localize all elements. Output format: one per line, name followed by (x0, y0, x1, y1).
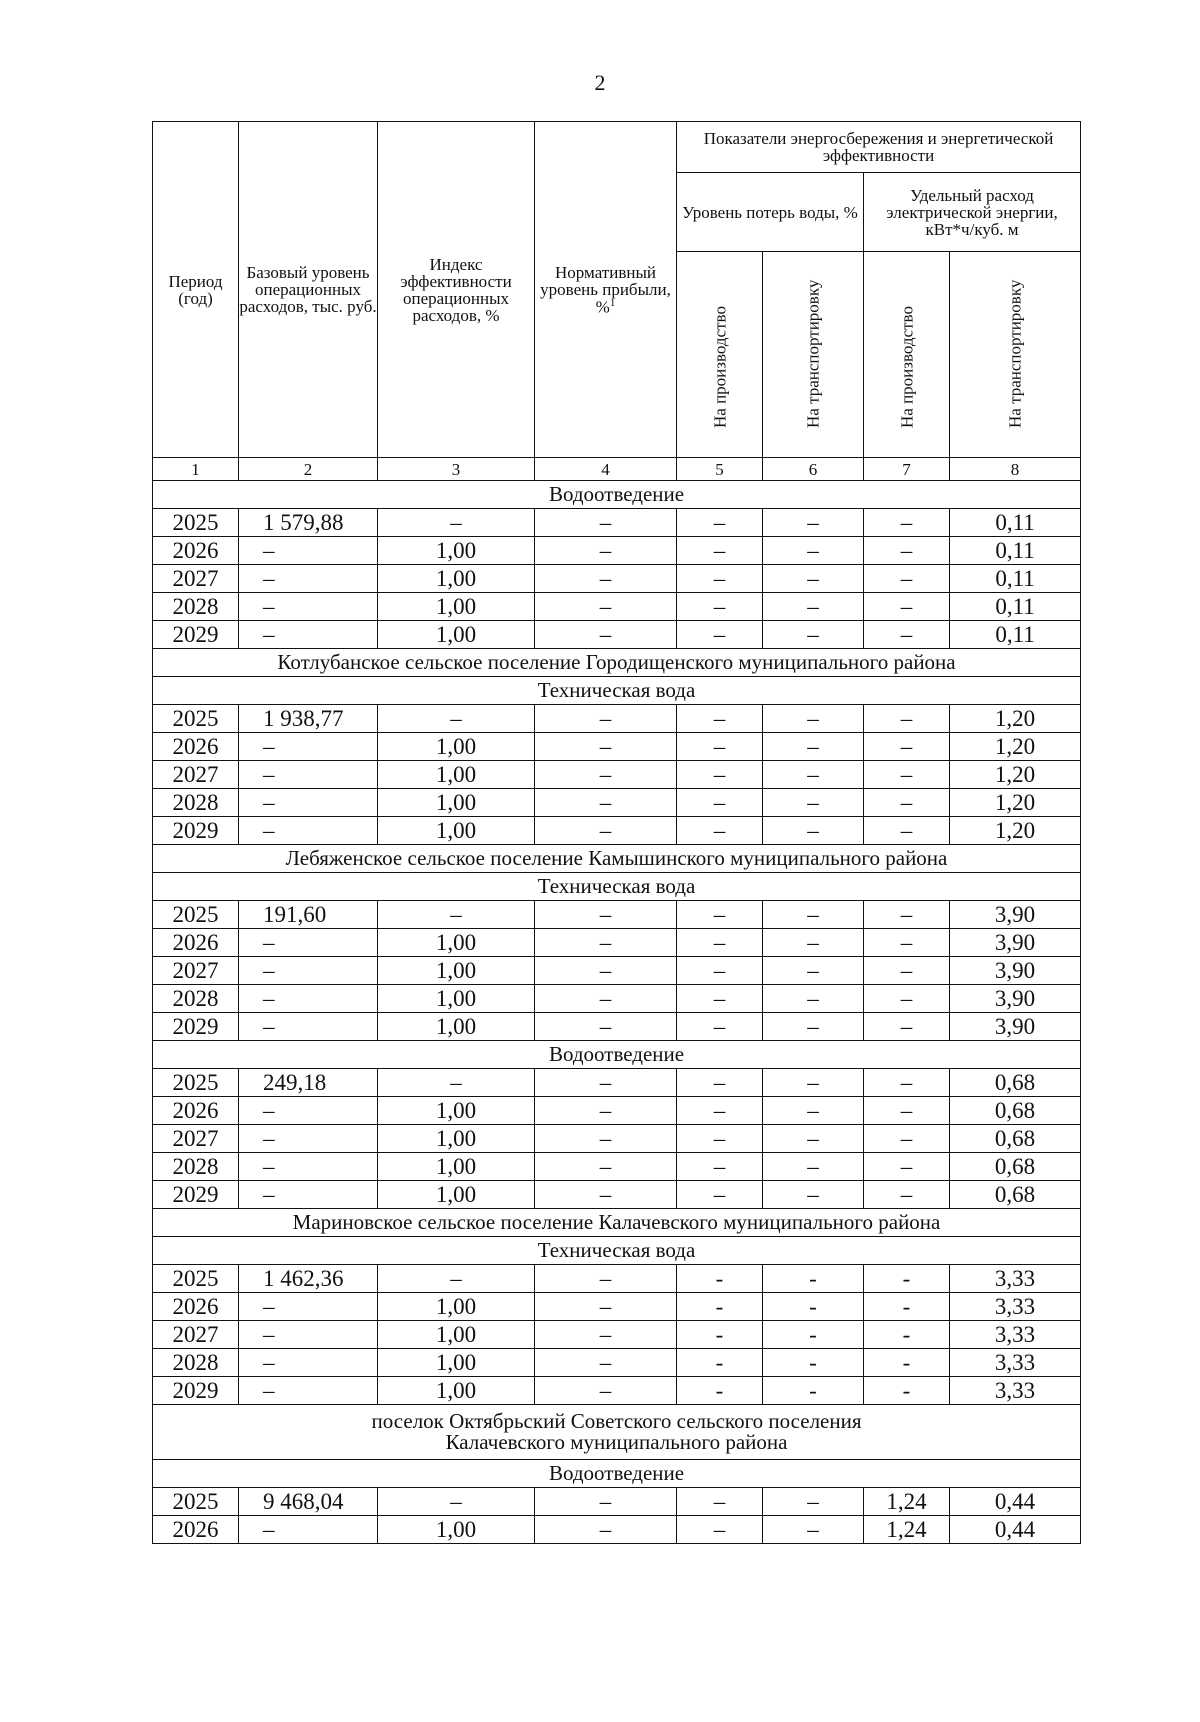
table-cell: – (239, 1097, 378, 1125)
table-cell: – (239, 621, 378, 649)
table-cell: 0,44 (950, 1488, 1081, 1516)
table-cell: 1 579,88 (239, 509, 378, 537)
table-cell: – (535, 985, 677, 1013)
table-cell: 2026 (153, 929, 239, 957)
table-row (153, 593, 1081, 621)
table-cell: – (535, 537, 677, 565)
table-cell: – (677, 985, 763, 1013)
table-cell: – (535, 929, 677, 957)
table-cell: 1 938,77 (239, 705, 378, 733)
table-cell: – (535, 1321, 677, 1349)
table-row (153, 789, 1081, 817)
table-cell: 249,18 (239, 1069, 378, 1097)
table-row (153, 901, 1081, 929)
table-row (153, 929, 1081, 957)
table-row (153, 621, 1081, 649)
service-type-label: Техническая вода (153, 1237, 1081, 1265)
table-cell: – (864, 621, 950, 649)
table-cell: – (535, 1293, 677, 1321)
table-cell: – (378, 901, 535, 929)
table-cell: – (535, 817, 677, 845)
table-cell: – (763, 789, 864, 817)
table-cell: – (864, 761, 950, 789)
table-cell: – (763, 957, 864, 985)
table-cell: – (864, 789, 950, 817)
table-cell: – (677, 761, 763, 789)
table-cell: – (677, 1013, 763, 1041)
column-number: 3 (378, 458, 535, 481)
table-cell: – (763, 509, 864, 537)
table-cell: – (763, 761, 864, 789)
table-cell: – (535, 789, 677, 817)
table-cell: 9 468,04 (239, 1488, 378, 1516)
service-type-label: Техническая вода (153, 873, 1081, 901)
table-row (153, 1349, 1081, 1377)
table-cell: 3,33 (950, 1377, 1081, 1405)
header-profit-level-text: Нормативный уровень прибыли, % (540, 262, 671, 317)
header-c6-text: На транспортировку (803, 279, 823, 428)
settlement-row (153, 845, 1081, 873)
table-cell: – (677, 733, 763, 761)
table-cell: – (864, 1153, 950, 1181)
table-cell: 2029 (153, 817, 239, 845)
table-cell: – (239, 1181, 378, 1209)
table-cell: – (378, 705, 535, 733)
table-cell: – (677, 817, 763, 845)
table-cell: – (239, 1153, 378, 1181)
table-cell: – (239, 1321, 378, 1349)
table-cell: 2026 (153, 1516, 239, 1544)
table-cell: – (677, 537, 763, 565)
table-row (153, 1125, 1081, 1153)
settlement-row (153, 1405, 1081, 1460)
table-cell: 0,11 (950, 593, 1081, 621)
table-cell: 1,00 (378, 565, 535, 593)
header-c8 (950, 252, 1081, 458)
header-c6 (763, 252, 864, 458)
table-cell: – (677, 957, 763, 985)
table-cell: – (535, 621, 677, 649)
table-cell: 0,11 (950, 621, 1081, 649)
table-cell: 1,00 (378, 537, 535, 565)
table-cell: 1,00 (378, 1321, 535, 1349)
table-cell: – (535, 1516, 677, 1544)
table-cell: – (763, 705, 864, 733)
table-cell: – (239, 1293, 378, 1321)
table-cell: 2027 (153, 957, 239, 985)
table-cell: 2025 (153, 1265, 239, 1293)
table-row (153, 1516, 1081, 1544)
service-type-row (153, 873, 1081, 901)
table-cell: – (535, 901, 677, 929)
header-c5 (677, 252, 763, 458)
table-cell: – (535, 1265, 677, 1293)
table-cell: 2027 (153, 1125, 239, 1153)
table-cell: – (864, 565, 950, 593)
table-cell: - (677, 1321, 763, 1349)
table-cell: – (239, 1349, 378, 1377)
table-row (153, 1488, 1081, 1516)
table-cell: 0,68 (950, 1153, 1081, 1181)
table-cell: – (239, 593, 378, 621)
table-cell: – (677, 705, 763, 733)
table-cell: – (763, 817, 864, 845)
table-row (153, 1153, 1081, 1181)
table-cell: - (677, 1349, 763, 1377)
header-c7 (864, 252, 950, 458)
table-cell: 1,00 (378, 733, 535, 761)
table-cell: - (763, 1321, 864, 1349)
table-cell: 3,90 (950, 901, 1081, 929)
table-cell: – (239, 1377, 378, 1405)
table-cell: – (535, 761, 677, 789)
table-cell: 1,20 (950, 761, 1081, 789)
settlement-label: Котлубанское сельское поселение Городищенского муниципального района (153, 649, 1081, 677)
table-cell: – (677, 1488, 763, 1516)
header-c5-text: На производство (710, 306, 729, 428)
table-cell: – (677, 1125, 763, 1153)
table-cell: – (378, 509, 535, 537)
table-row (153, 761, 1081, 789)
service-type-row (153, 1041, 1081, 1069)
table-cell: 3,90 (950, 985, 1081, 1013)
table-cell: 1,00 (378, 1377, 535, 1405)
table-cell: - (864, 1265, 950, 1293)
table-cell: – (763, 1181, 864, 1209)
table-cell: – (677, 565, 763, 593)
settlement-label-line: поселок Октябрьский Советского сельского поселения (371, 1409, 862, 1433)
table-cell: – (763, 593, 864, 621)
table-cell: – (535, 1377, 677, 1405)
table-cell: – (763, 929, 864, 957)
table-cell: – (864, 1097, 950, 1125)
table-cell: 2029 (153, 621, 239, 649)
table-cell: – (677, 1516, 763, 1544)
service-type-label: Водоотведение (153, 1460, 1081, 1488)
table-cell: – (763, 1097, 864, 1125)
settlement-row (153, 1209, 1081, 1237)
table-cell: – (864, 817, 950, 845)
table-cell: - (864, 1377, 950, 1405)
table-cell: – (378, 1265, 535, 1293)
table-row (153, 1097, 1081, 1125)
table-cell: – (535, 733, 677, 761)
table-cell: 3,33 (950, 1349, 1081, 1377)
table-cell: – (763, 1153, 864, 1181)
table-cell: - (763, 1265, 864, 1293)
table-cell: 2027 (153, 1321, 239, 1349)
table-cell: – (535, 1097, 677, 1125)
footnote-marker: 1 (609, 296, 616, 309)
table-cell: – (864, 901, 950, 929)
table-row (153, 1293, 1081, 1321)
table-cell: – (864, 1013, 950, 1041)
table-cell: – (239, 565, 378, 593)
table-cell: 1,00 (378, 817, 535, 845)
table-cell: – (535, 705, 677, 733)
column-number: 6 (763, 458, 864, 481)
table-cell: – (239, 733, 378, 761)
table-cell: – (535, 1069, 677, 1097)
table-cell: – (535, 957, 677, 985)
table-row (153, 985, 1081, 1013)
table-cell: – (763, 537, 864, 565)
service-type-row (153, 677, 1081, 705)
table-cell: – (535, 1153, 677, 1181)
header-period: Период (год) (153, 122, 239, 458)
table-cell: 191,60 (239, 901, 378, 929)
table-cell: – (239, 789, 378, 817)
table-cell: 2025 (153, 1069, 239, 1097)
table-cell: 2029 (153, 1013, 239, 1041)
table-cell: 1,00 (378, 1153, 535, 1181)
table-cell: – (239, 929, 378, 957)
table-cell: 1,00 (378, 1293, 535, 1321)
table-cell: – (239, 1125, 378, 1153)
table-row (153, 1265, 1081, 1293)
column-numbers-row (153, 458, 1081, 481)
table-cell: 2028 (153, 789, 239, 817)
table-cell: 1,00 (378, 593, 535, 621)
table-cell: – (864, 929, 950, 957)
table-cell: - (677, 1293, 763, 1321)
table-cell: 2025 (153, 509, 239, 537)
table-cell: - (864, 1321, 950, 1349)
table-cell: 1,00 (378, 1516, 535, 1544)
table-cell: 1,00 (378, 1181, 535, 1209)
table-cell: – (239, 985, 378, 1013)
table-cell: 2027 (153, 565, 239, 593)
header-c8-text: На транспортировку (1005, 279, 1025, 428)
table-cell: – (535, 509, 677, 537)
table-cell: 1,00 (378, 1013, 535, 1041)
column-number: 4 (535, 458, 677, 481)
table-cell: – (763, 901, 864, 929)
table-cell: – (677, 509, 763, 537)
table-cell: – (535, 1181, 677, 1209)
table-cell: - (864, 1293, 950, 1321)
table-cell: 0,68 (950, 1125, 1081, 1153)
table-cell: 3,90 (950, 957, 1081, 985)
table-cell: – (763, 1125, 864, 1153)
table-row (153, 509, 1081, 537)
table-row (153, 1069, 1081, 1097)
header-efficiency-index: Индекс эффективности операционных расходов, % (378, 122, 535, 458)
table-cell: – (677, 901, 763, 929)
table-cell: – (864, 593, 950, 621)
table-cell: 1,00 (378, 1349, 535, 1377)
table-cell: - (677, 1377, 763, 1405)
settlement-label: Лебяженское сельское поселение Камышинского муниципального района (153, 845, 1081, 873)
table-cell: 3,90 (950, 929, 1081, 957)
table-cell: - (763, 1377, 864, 1405)
page-number: 2 (594, 70, 606, 95)
table-cell: – (239, 817, 378, 845)
table-cell: – (239, 761, 378, 789)
table-cell: – (864, 985, 950, 1013)
tariff-table (152, 121, 1081, 1544)
table-cell: 2028 (153, 1349, 239, 1377)
table-cell: – (864, 509, 950, 537)
table-cell: – (378, 1488, 535, 1516)
table-row (153, 817, 1081, 845)
table-cell: – (239, 537, 378, 565)
table-cell: 1,24 (864, 1516, 950, 1544)
table-cell: 0,11 (950, 537, 1081, 565)
table-cell: 2025 (153, 1488, 239, 1516)
table-cell: 2029 (153, 1377, 239, 1405)
table-cell: 2028 (153, 985, 239, 1013)
table-row (153, 1013, 1081, 1041)
table-cell: 1,20 (950, 705, 1081, 733)
table-cell: 3,33 (950, 1265, 1081, 1293)
table-cell: – (864, 957, 950, 985)
table-cell: 1,00 (378, 621, 535, 649)
table-cell: - (763, 1349, 864, 1377)
table-cell: – (535, 1013, 677, 1041)
service-type-label: Техническая вода (153, 677, 1081, 705)
table-row (153, 1377, 1081, 1405)
table-cell: 3,33 (950, 1321, 1081, 1349)
table-cell: 0,11 (950, 565, 1081, 593)
table-cell: – (677, 1097, 763, 1125)
table-cell: 2026 (153, 1293, 239, 1321)
table-row (153, 1321, 1081, 1349)
column-number: 8 (950, 458, 1081, 481)
header-energy-group: Показатели энергосбережения и энергетической эффективности (677, 122, 1081, 173)
table-cell: – (677, 621, 763, 649)
table-cell: – (677, 1069, 763, 1097)
service-type-row (153, 481, 1081, 509)
table-cell: – (239, 1516, 378, 1544)
table-cell: 1 462,36 (239, 1265, 378, 1293)
settlement-row (153, 649, 1081, 677)
column-number: 2 (239, 458, 378, 481)
table-cell: 1,00 (378, 761, 535, 789)
table-row (153, 733, 1081, 761)
table-cell: – (864, 1069, 950, 1097)
table-cell: 0,68 (950, 1069, 1081, 1097)
table-cell: – (535, 593, 677, 621)
table-cell: 1,00 (378, 929, 535, 957)
table-cell: 2026 (153, 733, 239, 761)
table-cell: 1,00 (378, 1097, 535, 1125)
table-cell: - (677, 1265, 763, 1293)
table-cell: – (677, 929, 763, 957)
table-cell: – (864, 705, 950, 733)
table-row (153, 705, 1081, 733)
table-cell: – (535, 1125, 677, 1153)
table-cell: – (864, 1181, 950, 1209)
table-cell: – (763, 1069, 864, 1097)
table-row (153, 565, 1081, 593)
table-cell: 2029 (153, 1181, 239, 1209)
table-cell: – (535, 1488, 677, 1516)
table-cell: 1,20 (950, 733, 1081, 761)
table-cell: 2027 (153, 761, 239, 789)
header-profit-level (535, 122, 677, 458)
table-cell: 1,00 (378, 789, 535, 817)
table-cell: – (239, 957, 378, 985)
header-c7-text: На производство (897, 306, 916, 428)
table-cell: - (763, 1293, 864, 1321)
column-number: 1 (153, 458, 239, 481)
table-cell: 2028 (153, 1153, 239, 1181)
settlement-label (153, 1405, 1081, 1460)
settlement-label: Мариновское сельское поселение Калачевского муниципального района (153, 1209, 1081, 1237)
table-cell: 2026 (153, 1097, 239, 1125)
table-cell: 1,00 (378, 1125, 535, 1153)
service-type-label: Водоотведение (153, 481, 1081, 509)
table-cell: 2026 (153, 537, 239, 565)
table-cell: 0,68 (950, 1097, 1081, 1125)
table-cell: 1,00 (378, 957, 535, 985)
table-row (153, 1181, 1081, 1209)
table-cell: – (239, 1013, 378, 1041)
table-cell: – (677, 789, 763, 817)
service-type-row (153, 1237, 1081, 1265)
service-type-row (153, 1460, 1081, 1488)
table-cell: – (535, 565, 677, 593)
table-cell: – (677, 593, 763, 621)
table-cell: – (763, 1488, 864, 1516)
table-cell: – (763, 565, 864, 593)
table-cell: – (864, 1125, 950, 1153)
table-cell: – (763, 733, 864, 761)
table-cell: 2028 (153, 593, 239, 621)
table-cell: – (378, 1069, 535, 1097)
header-energy-consumption: Удельный расход электрической энергии, кВт*ч/куб. м (864, 173, 1081, 252)
header-base-opex: Базовый уровень операционных расходов, тыс. руб. (239, 122, 378, 458)
table-cell: 0,68 (950, 1181, 1081, 1209)
table-cell: – (677, 1181, 763, 1209)
table-cell: 1,20 (950, 817, 1081, 845)
table-cell: 2025 (153, 705, 239, 733)
table-cell: – (763, 621, 864, 649)
table-cell: 1,20 (950, 789, 1081, 817)
table-cell: - (864, 1349, 950, 1377)
service-type-label: Водоотведение (153, 1041, 1081, 1069)
table-body (153, 481, 1081, 1544)
table-cell: – (763, 1013, 864, 1041)
table-cell: – (535, 1349, 677, 1377)
table-cell: – (677, 1153, 763, 1181)
settlement-label-line: Калачевского муниципального района (445, 1430, 788, 1454)
table-cell: 1,24 (864, 1488, 950, 1516)
table-cell: – (864, 733, 950, 761)
table-row (153, 957, 1081, 985)
column-number: 5 (677, 458, 763, 481)
column-number: 7 (864, 458, 950, 481)
table-cell: 3,90 (950, 1013, 1081, 1041)
header-water-loss: Уровень потерь воды, % (677, 173, 864, 252)
table-cell: 3,33 (950, 1293, 1081, 1321)
table-cell: – (763, 985, 864, 1013)
table-cell: 2025 (153, 901, 239, 929)
table-cell: – (763, 1516, 864, 1544)
table-cell: – (864, 537, 950, 565)
table-cell: 0,44 (950, 1516, 1081, 1544)
table-row (153, 537, 1081, 565)
table-cell: 1,00 (378, 985, 535, 1013)
table-cell: 0,11 (950, 509, 1081, 537)
